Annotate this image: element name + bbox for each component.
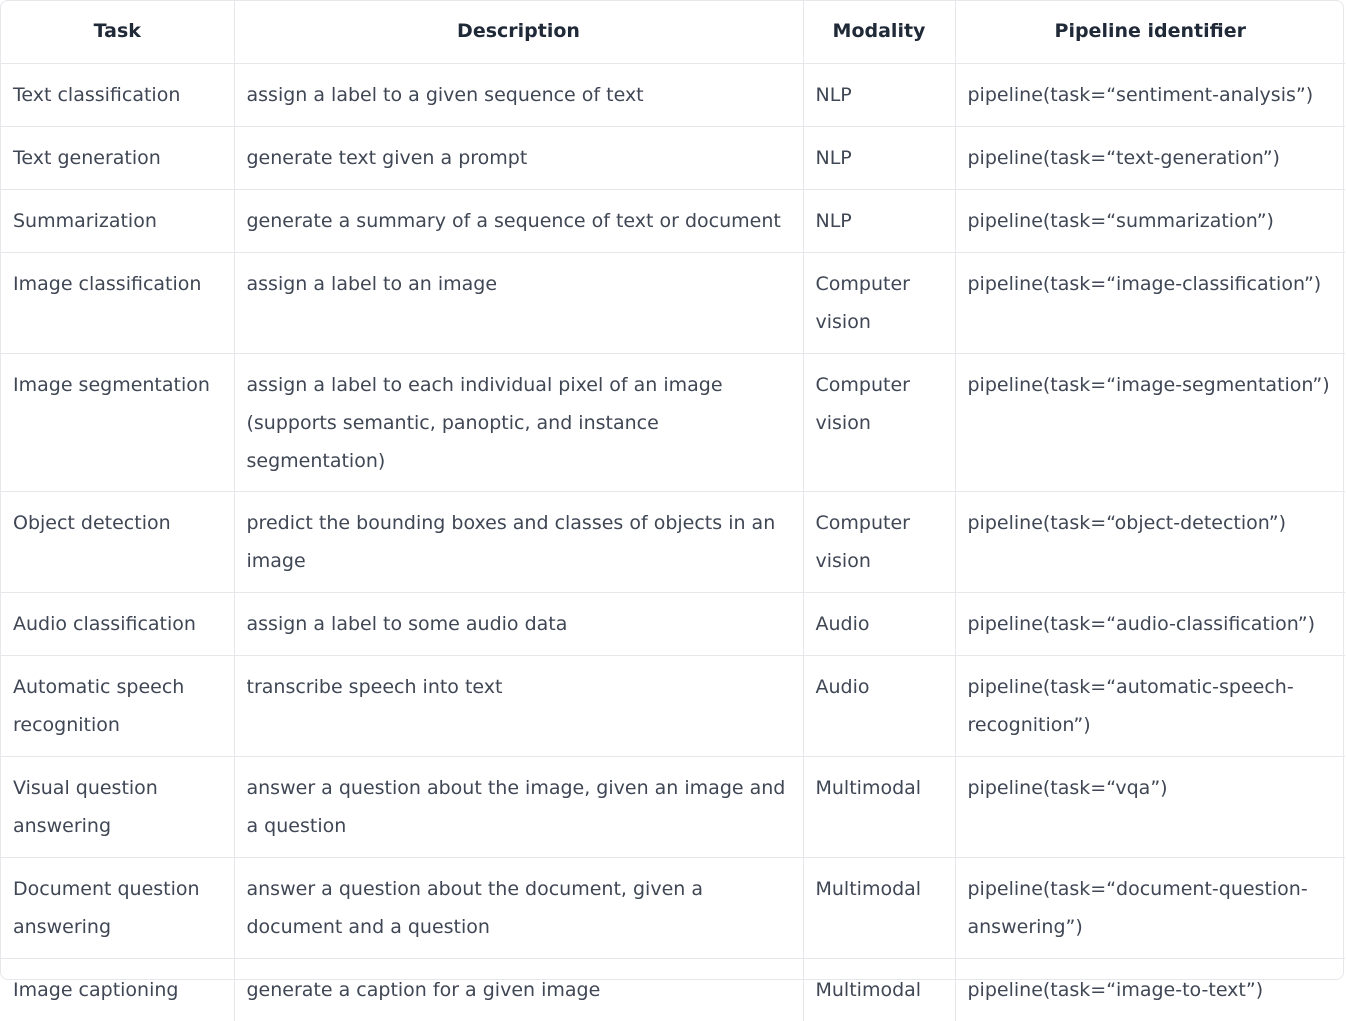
cell-pipeline: pipeline(task=“automatic-speech-recognition”)	[955, 655, 1345, 756]
table-row	[1, 353, 1345, 491]
cell-description: answer a question about the document, given a document and a question	[234, 857, 803, 958]
cell-modality: Multimodal	[803, 857, 955, 958]
cell-modality: Audio	[803, 655, 955, 756]
table-row	[1, 491, 1345, 592]
table-row	[1, 126, 1345, 189]
cell-description: assign a label to a given sequence of text	[234, 63, 803, 126]
cell-description: assign a label to an image	[234, 252, 803, 353]
cell-modality: NLP	[803, 63, 955, 126]
cell-description: predict the bounding boxes and classes of objects in an image	[234, 491, 803, 592]
cell-pipeline: pipeline(task=“sentiment-analysis”)	[955, 63, 1345, 126]
cell-description: generate a summary of a sequence of text or document	[234, 189, 803, 252]
cell-modality: Computer vision	[803, 491, 955, 592]
cell-task: Audio classification	[1, 592, 234, 655]
header-task: Task	[1, 1, 234, 63]
header-description: Description	[234, 1, 803, 63]
cell-modality: Computer vision	[803, 252, 955, 353]
cell-task: Text generation	[1, 126, 234, 189]
cell-pipeline: pipeline(task=“vqa”)	[955, 756, 1345, 857]
cell-pipeline: pipeline(task=“summarization”)	[955, 189, 1345, 252]
table-row	[1, 756, 1345, 857]
table-header-row	[1, 1, 1345, 63]
cell-pipeline: pipeline(task=“image-classification”)	[955, 252, 1345, 353]
cell-task: Image captioning	[1, 958, 234, 1021]
cell-modality: Computer vision	[803, 353, 955, 491]
cell-task: Text classification	[1, 63, 234, 126]
cell-pipeline: pipeline(task=“image-to-text”)	[967, 978, 1264, 1001]
cell-pipeline: pipeline(task=“audio-classification”)	[955, 592, 1345, 655]
cell-pipeline: pipeline(task=“object-detection”)	[955, 491, 1345, 592]
cell-description: generate a caption for a given image	[234, 958, 803, 1021]
table-row	[1, 189, 1345, 252]
cell-task: Image segmentation	[1, 353, 234, 491]
cell-description: transcribe speech into text	[234, 655, 803, 756]
cell-modality: Audio	[803, 592, 955, 655]
cell-description: answer a question about the image, given an image and a question	[234, 756, 803, 857]
cell-task: Summarization	[1, 189, 234, 252]
cell-task: Image classification	[1, 252, 234, 353]
cell-description: assign a label to each individual pixel of an image (supports semantic, panoptic, and instance segmentation)	[234, 353, 803, 491]
cell-modality: Multimodal	[803, 958, 955, 1021]
table-row	[1, 252, 1345, 353]
header-pipeline-identifier: Pipeline identifier	[955, 1, 1345, 63]
cell-modality: NLP	[803, 126, 955, 189]
table-row	[1, 857, 1345, 958]
cell-pipeline: pipeline(task=“text-generation”)	[955, 126, 1345, 189]
table-row	[1, 958, 1345, 1021]
table-row	[1, 63, 1345, 126]
cell-pipeline: pipeline(task=“image-segmentation”)	[955, 353, 1345, 491]
cell-description: generate text given a prompt	[234, 126, 803, 189]
cell-pipeline: pipeline(task=“document-question-answering”)	[955, 857, 1345, 958]
table-row	[1, 655, 1345, 756]
header-modality: Modality	[803, 1, 955, 63]
cell-task: Automatic speech recognition	[1, 655, 234, 756]
cell-task: Visual question answering	[1, 756, 234, 857]
cell-modality: NLP	[803, 189, 955, 252]
cell-modality: Multimodal	[803, 756, 955, 857]
table-row	[1, 592, 1345, 655]
cell-task: Document question answering	[1, 857, 234, 958]
cell-description: assign a label to some audio data	[234, 592, 803, 655]
cell-task: Object detection	[1, 491, 234, 592]
